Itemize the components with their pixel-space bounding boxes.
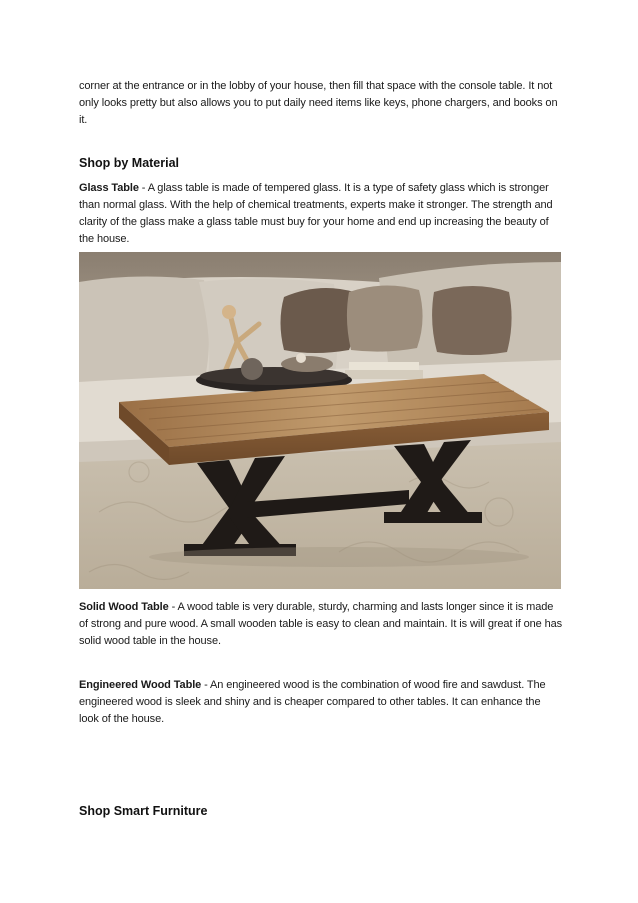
intro-paragraph — [79, 78, 563, 129]
glass-table-term: Glass Table — [79, 182, 139, 194]
decor-bowl — [281, 356, 333, 372]
book-top — [349, 362, 419, 370]
glass-table-description: - A glass table is made of tempered glass. It is a type of safety glass which is stronger than normal glass. With the help of chemical treatments, experts make it stronger. The strength and clarity of the glass make a glass table must buy for your home and end up increasing the beauty of the house. — [79, 182, 553, 245]
sofa-cushion-left — [79, 276, 209, 387]
book-bottom — [345, 370, 423, 379]
solid-wood-description: - A wood table is very durable, sturdy, charming and lasts longer since it is made of strong and pure wood. A small wooden table is easy to clean and maintain. It is will great if one has solid wood table in the house. — [79, 601, 563, 647]
coffee-table-photo — [79, 252, 561, 589]
engineered-wood-paragraph — [79, 677, 563, 728]
engineered-wood-term: Engineered Wood Table — [79, 679, 202, 691]
solid-wood-paragraph — [79, 599, 563, 650]
decor-sphere — [241, 358, 263, 380]
intro-text: corner at the entrance or in the lobby of your house, then fill that space with the console table. It not only looks pretty but also allows you to put daily need items like keys, phone chargers, and books on it. — [79, 80, 558, 126]
glass-table-paragraph — [79, 180, 563, 248]
pillow-dark — [432, 286, 511, 355]
mannequin-head — [222, 305, 236, 319]
table-shadow — [149, 547, 529, 567]
shop-smart-furniture-heading: Shop Smart Furniture — [79, 804, 208, 818]
decor-egg — [296, 353, 306, 363]
pillow-taupe — [347, 285, 423, 351]
engineered-wood-description: - An engineered wood is the combination of wood fire and sawdust. The engineered wood is sleek and shiny and is cheaper compared to other tables. It can enhance the look of the house. — [79, 679, 546, 725]
solid-wood-term: Solid Wood Table — [79, 601, 169, 613]
pillow-brown — [281, 288, 357, 353]
tray-inner — [200, 367, 348, 385]
shop-by-material-heading: Shop by Material — [79, 156, 180, 170]
coffee-table-illustration — [79, 252, 561, 589]
